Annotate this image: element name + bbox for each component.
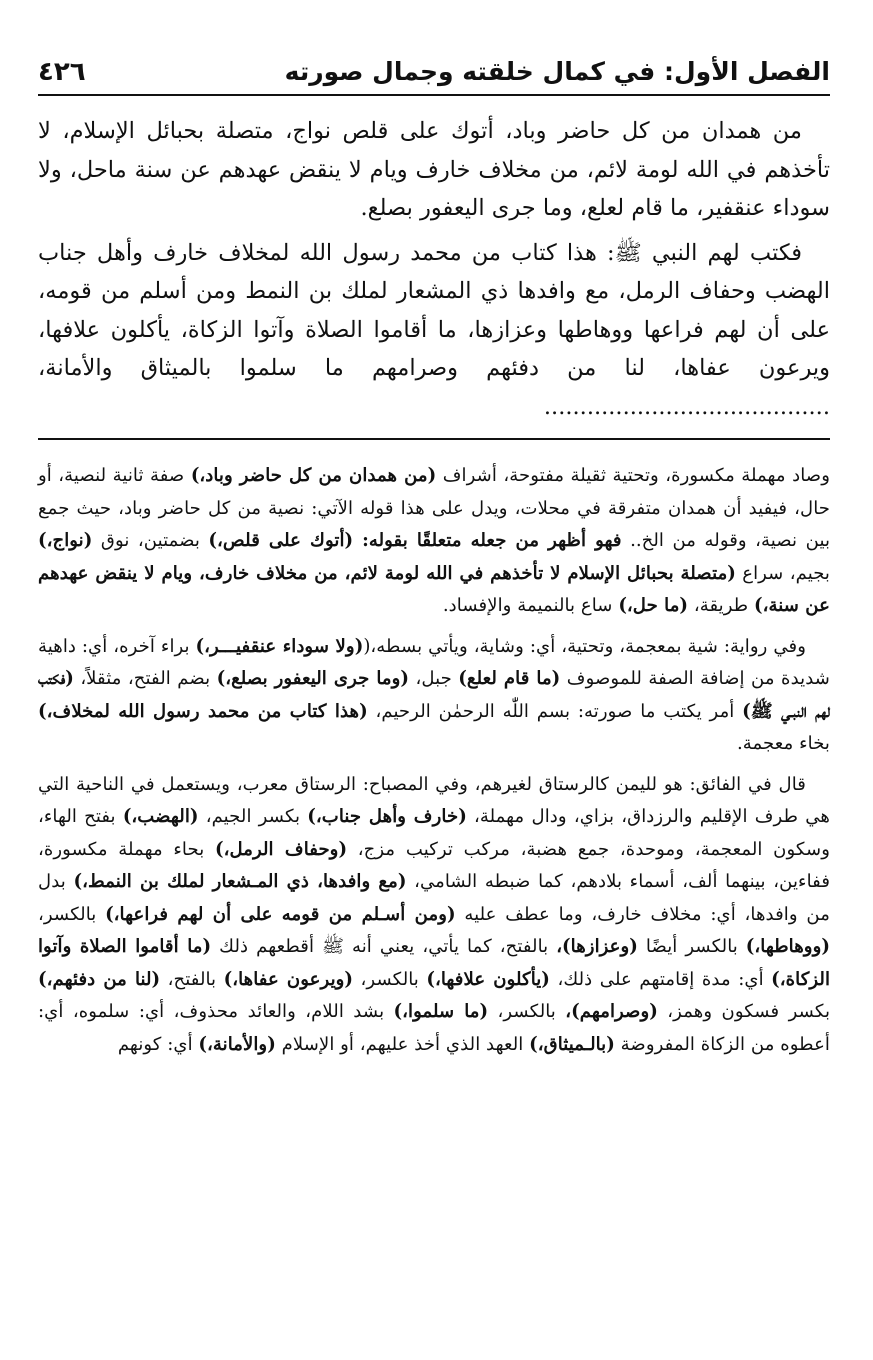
quoted-phrase: (ومن أسـلم من قومه على أن لهم فراعها،): [105, 903, 456, 925]
quoted-phrase: (وما جرى اليعفور بصلع،): [216, 668, 410, 689]
commentary-text: بضم الفتح، مثقلاً،: [73, 668, 217, 689]
main-paragraph-text: فكتب لهم النبي ﷺ: هذا كتاب من محمد رسول الله لمخلاف خارف وأهل جناب الهضب وحفاف الرمل، مع وافدها ذي المشعار لملك بن النمط ومن أسلم من قومه، على أن لهم فراعها ووهاطها وعزازها، ما أقاموا الصلاة وآتوا الزكاة، يأكلون علافها، ويرعون عفاها، لنا من دفئهم وصرامهم ما سلموا بالميثاق والأمانة،: [38, 239, 830, 381]
quoted-phrase: (ما أقاموا الصلاة وآتوا الزكاة،): [38, 936, 831, 990]
book-page: [38, 40, 830, 1061]
commentary-text: بالكسر أيضًا: [637, 936, 746, 957]
commentary-text: ساع بالنميمة والإفساد.: [442, 595, 619, 616]
quoted-phrase: (ويرعون عفاها،): [223, 968, 354, 990]
commentary-text: بالكسر،: [38, 903, 106, 925]
footnote-separator: [38, 438, 830, 440]
commentary-text: صفة ثانية لنصية، أو حال، فيفيد أن همدان متفرقة في محلات، ويدل على هذا قوله الآتي: نصية من كل حاضر وباد، حيث جمع بين نصية، وقوله من الخ..: [38, 465, 831, 551]
commentary-text: بالفتح،: [160, 968, 224, 990]
main-paragraph-text: من همدان من كل حاضر وباد، أتوك على قلص نواج، متصلة بحبائل الإسلام، لا تأخذهم في الله لومة لائم، من مخلاف خارف ويام لا ينقض عهدهم عن سنة ماحل، ولا سوداء عنقفير، ما قام لعلع، وما جرى اليعفور بصلع.: [38, 118, 830, 221]
quoted-phrase: (لنا من دفئهم،): [38, 968, 161, 990]
commentary-text: بالكسر،: [353, 968, 427, 990]
quoted-phrase: (هذا كتاب من محمد رسول الله لمخلاف،): [38, 700, 368, 722]
page-number: ٤٢٦: [38, 57, 86, 87]
commentary-text: بضمتين، نوق: [92, 530, 209, 551]
quoted-phrase: (يأكلون علافها،): [426, 968, 550, 990]
commentary-text: العهد الذي أخذ عليهم، أو الإسلام: [275, 1033, 530, 1055]
commentary-text: بجيم، سراع: [735, 562, 830, 584]
quoted-phrase: (بالـميثاق،): [529, 1033, 615, 1055]
commentary-text: بكسر فسكون وهمز،: [657, 1001, 831, 1022]
quoted-phrase: (ما سلموا،): [393, 1001, 489, 1022]
commentary-paragraph: [38, 769, 830, 1062]
quoted-phrase: (ما حل،): [618, 595, 689, 616]
commentary-text: جبل،: [409, 668, 459, 689]
commentary-text: بدل من وافدها، أي: مخلاف خارف، وما عطف عليه: [38, 871, 830, 925]
quoted-phrase: (نواج،): [38, 530, 93, 551]
page-header: [38, 40, 830, 96]
commentary-text: وفي رواية: شية بمعجمة، وتحتية، أي: وشاية، ويأتي بسطه،(: [363, 635, 806, 657]
commentary-text: وصاد مهملة مكسورة، وتحتية ثقيلة مفتوحة، أشراف: [436, 465, 830, 486]
commentary-text: أي: مدة إقامتهم على ذلك،: [549, 968, 772, 990]
commentary-text: بالفتح، كما يأتي، يعني أنه ﷺ أقطعهم ذلك: [211, 936, 557, 957]
commentary-text: قال في الفائق: هو لليمن كالرستاق لغيرهم، وفي المصباح: الرستاق معرب، ويستعمل في الناحية التي هي طرف الإقليم والرزداق، بزاي، ودال مهملة،: [38, 773, 830, 827]
commentary-text: طريقة،: [688, 595, 755, 616]
quoted-phrase: (ووهاطها،): [745, 936, 830, 957]
commentary-text: بالكسر،: [488, 1001, 566, 1022]
quoted-phrase: (والأمانة،): [198, 1033, 276, 1055]
commentary-paragraph: [38, 631, 830, 761]
quoted-phrase: فهو أظهر من جعله متعلقًا بقوله: (أتوك على قلص،): [208, 530, 622, 551]
commentary-text: بخاء معجمة.: [737, 733, 830, 754]
quoted-phrase: (مع وافدها، ذي المـشعار لملك بن النمط،): [73, 871, 407, 892]
quoted-phrase: (متصلة بحبائل الإسلام لا تأخذهم في الله لومة لائم، من مخلاف خارف، ويام لا ينقض عهدهم عن سنة،): [38, 562, 830, 616]
quoted-phrase: (خارف وأهل جناب،): [307, 806, 467, 827]
commentary: [38, 460, 830, 1061]
quoted-phrase: (ما قام لعلع): [458, 668, 561, 689]
commentary-text: أي: كونهم: [117, 1033, 199, 1055]
chapter-title: الفصل الأول: في كمال خلقته وجمال صورته: [284, 57, 830, 86]
quoted-phrase: (ولا سوداء عنقفيـــر،): [195, 635, 364, 657]
ellipsis-dots: ........................................: [543, 393, 830, 420]
quoted-phrase: (وحفاف الرمل،): [214, 838, 348, 860]
commentary-text: براء آخره، أي: داهية شديدة من إضافة الصفة للموصوف: [38, 635, 830, 689]
commentary-text: بفتح الهاء، وسكون المعجمة، وموحدة، جمع هضبة، مركب تركيب مزج،: [38, 806, 830, 860]
quoted-phrase: (من همدان من كل حاضر وباد،): [190, 465, 437, 486]
quoted-phrase: (فكتب لهم النبـي ﷺ): [38, 668, 830, 722]
main-paragraph: [38, 234, 830, 427]
commentary-text: بحاء مهملة مكسورة، ففاءين، بينهما ألف، أسماء بلادهم، كما ضبطه الشامي،: [38, 838, 831, 892]
commentary-text: أمر يكتب ما صورته: بسم اللّٰه الرحمٰن الرحيم،: [367, 700, 743, 722]
quoted-phrase: (وعزازها)،: [556, 936, 638, 957]
commentary-text: بشد اللام، والعائد محذوف، أي: سلموه، أي: أعطوه من الزكاة المفروضة: [38, 1001, 830, 1055]
main-paragraph: [38, 112, 830, 228]
quoted-phrase: (وصرامهم)،: [565, 1001, 658, 1022]
quoted-phrase: (الهضب،): [122, 806, 199, 827]
main-text: [38, 112, 830, 426]
commentary-text: بكسر الجيم،: [198, 806, 308, 827]
commentary-paragraph: [38, 460, 830, 623]
